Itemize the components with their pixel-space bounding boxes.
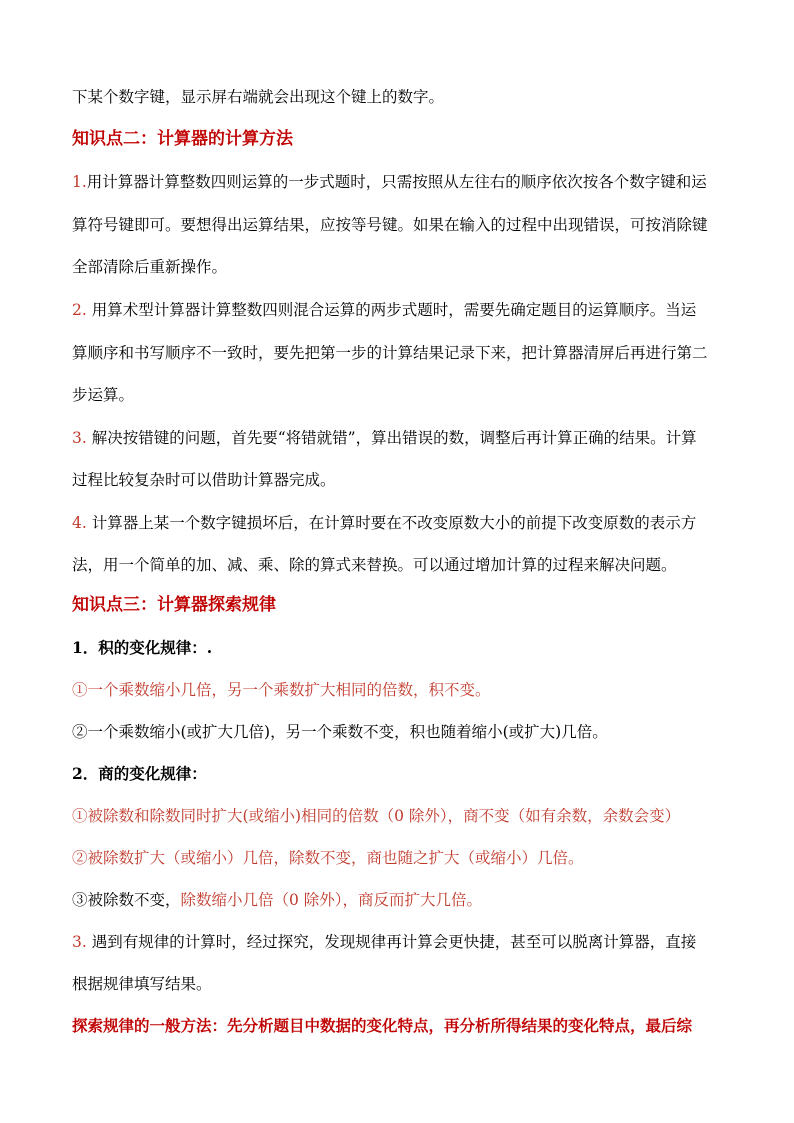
paragraph-1-line-1 <box>72 171 732 193</box>
paragraph-1-number: 1. <box>72 173 87 191</box>
paragraph-5-text: 遇到有规律的计算时，经过探究，发现规律再计算会更快捷，甚至可以脱离计算器，直接 <box>86 933 697 951</box>
paragraph-3-line-2: 过程比较复杂时可以借助计算器完成。 <box>72 471 336 489</box>
quotient-rule-item-3-part-2: 除数缩小几倍（0 除外），商反而扩大几倍。 <box>180 891 483 909</box>
paragraph-3-number: 3. <box>72 429 87 447</box>
product-rule-item-2: ②一个乘数缩小(或扩大几倍)，另一个乘数不变，积也随着缩小(或扩大)几倍。 <box>72 723 608 741</box>
subheading-product-rule: 1．积的变化规律：. <box>72 638 213 657</box>
quotient-rule-item-2: ②被除数扩大（或缩小）几倍，除数不变，商也随之扩大（或缩小）几倍。 <box>72 849 584 867</box>
paragraph-2-text: 用算术型计算器计算整数四则混合运算的两步式题时，需要先确定题目的运算顺序。当运 <box>86 301 697 319</box>
method-summary: 探索规律的一般方法：先分析题目中数据的变化特点，再分析所得结果的变化特点，最后综 <box>72 1016 693 1035</box>
paragraph-5-number: 3. <box>72 933 87 951</box>
paragraph-1-line-2: 算符号键即可。要想得出运算结果，应按等号键。如果在输入的过程中出现错误，可按消除键 <box>72 216 708 234</box>
paragraph-4-line-1 <box>72 512 732 534</box>
quotient-rule-item-3-part-1: ③被除数不变， <box>72 891 181 909</box>
paragraph-5-line-1 <box>72 931 732 953</box>
paragraph-2-line-1 <box>72 299 732 321</box>
paragraph-2-line-2: 算顺序和书写顺序不一致时，要先把第一步的计算结果记录下来，把计算器清屏后再进行第二 <box>72 344 708 362</box>
paragraph-continuation: 下某个数字键，显示屏右端就会出现这个键上的数字。 <box>72 88 445 106</box>
paragraph-3-line-1 <box>72 427 732 449</box>
quotient-rule-item-1: ①被除数和除数同时扩大(或缩小)相同的倍数（0 除外），商不变（如有余数，余数会变） <box>72 807 681 825</box>
paragraph-5-line-2: 根据规律填写结果。 <box>72 975 212 993</box>
quotient-rule-item-3 <box>72 889 732 911</box>
paragraph-4-text: 计算器上某一个数字键损坏后，在计算时要在不改变原数大小的前提下改变原数的表示方 <box>86 514 697 532</box>
subheading-quotient-rule: 2．商的变化规律： <box>72 764 207 783</box>
paragraph-4-line-2: 法，用一个简单的加、减、乘、除的算式来替换。可以通过增加计算的过程来解决问题。 <box>72 556 677 574</box>
paragraph-1-line-3: 全部清除后重新操作。 <box>72 258 228 276</box>
section-heading-3: 知识点三：计算器探索规律 <box>72 595 276 615</box>
section-heading-2: 知识点二：计算器的计算方法 <box>72 129 293 149</box>
paragraph-4-number: 4. <box>72 514 87 532</box>
paragraph-2-number: 2. <box>72 301 87 319</box>
paragraph-2-line-3: 步运算。 <box>72 386 135 404</box>
paragraph-1-text: 用计算器计算整数四则运算的一步式题时，只需按照从左往右的顺序依次按各个数字键和运 <box>86 173 707 191</box>
product-rule-item-1: ①一个乘数缩小几倍，另一个乘数扩大相同的倍数，积不变。 <box>72 681 491 699</box>
paragraph-3-text: 解决按错键的问题，首先要“将错就错”，算出错误的数，调整后再计算正确的结果。计算 <box>86 429 697 447</box>
